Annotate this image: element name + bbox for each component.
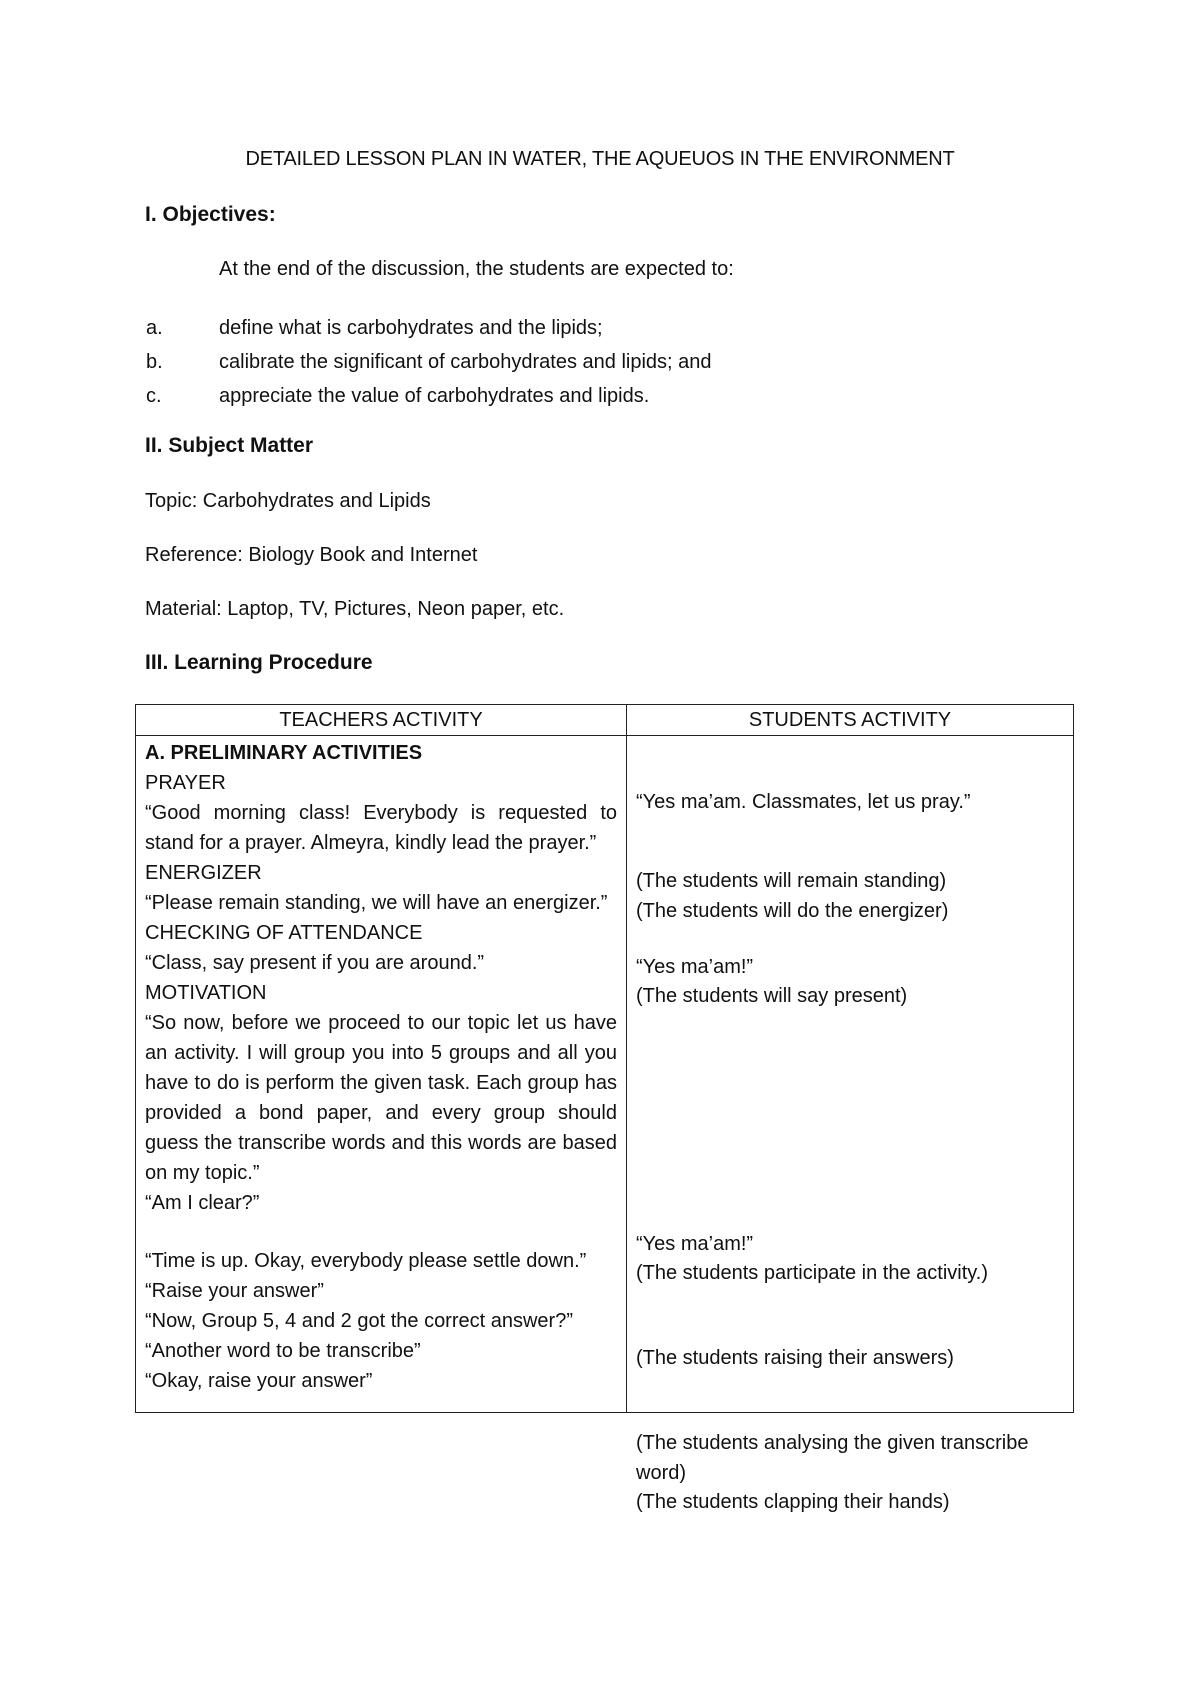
clear-question: “Am I clear?” xyxy=(145,1192,260,1214)
prayer-text: “Good morning class! Everybody is requested to stand for a prayer. Almeyra, kindly lead the prayer.” xyxy=(145,802,617,854)
prayer-label: PRAYER xyxy=(145,772,226,794)
subject-matter-heading: II. Subject Matter xyxy=(145,434,314,457)
energizer-text: “Please remain standing, we will have an energizer.” xyxy=(145,892,608,914)
teachers-activity-header: TEACHERS ACTIVITY xyxy=(136,705,627,736)
student-response: “Yes ma’am!” xyxy=(636,956,754,978)
time-up-text: “Time is up. Okay, everybody please settle down.” xyxy=(145,1250,587,1272)
student-activity-cell xyxy=(627,736,1074,1513)
energizer-label: ENERGIZER xyxy=(145,862,262,884)
list-item-text: define what is carbohydrates and the lipids; xyxy=(219,317,603,339)
student-response: (The students participate in the activity.) xyxy=(636,1262,989,1284)
students-activity-header: STUDENTS ACTIVITY xyxy=(627,705,1074,736)
list-item-letter: a. xyxy=(146,317,163,339)
reference-line: Reference: Biology Book and Internet xyxy=(145,544,478,566)
student-response: (The students will remain standing) xyxy=(636,870,947,892)
student-response: (The students raising their answers) xyxy=(636,1347,954,1369)
list-item-text: appreciate the value of carbohydrates and lipids. xyxy=(219,385,650,407)
student-response: (The students will do the energizer) xyxy=(636,900,949,922)
raise-answer-text: “Raise your answer” xyxy=(145,1280,324,1302)
topic-line: Topic: Carbohydrates and Lipids xyxy=(145,490,431,512)
objectives-intro: At the end of the discussion, the students are expected to: xyxy=(219,258,734,280)
okay-raise-text: “Okay, raise your answer” xyxy=(145,1370,373,1392)
procedure-table xyxy=(135,704,1074,1513)
student-response: (The students clapping their hands) xyxy=(636,1491,950,1513)
learning-procedure-heading: III. Learning Procedure xyxy=(145,651,373,674)
list-item-letter: b. xyxy=(146,351,163,373)
attendance-text: “Class, say present if you are around.” xyxy=(145,952,485,974)
teacher-activity-cell xyxy=(136,736,627,1413)
student-response: “Yes ma’am. Classmates, let us pray.” xyxy=(636,791,971,813)
material-line: Material: Laptop, TV, Pictures, Neon paper, etc. xyxy=(145,598,565,620)
list-item xyxy=(146,379,712,413)
list-item xyxy=(146,345,712,379)
groups-correct-text: “Now, Group 5, 4 and 2 got the correct answer?” xyxy=(145,1310,573,1332)
preliminary-activities-heading: A. PRELIMINARY ACTIVITIES xyxy=(145,742,423,764)
student-response: (The students analysing the given transcribe word) xyxy=(636,1432,1029,1484)
table-header-row xyxy=(136,705,1074,736)
spacer xyxy=(145,1218,617,1246)
attendance-label: CHECKING OF ATTENDANCE xyxy=(145,922,423,944)
another-word-text: “Another word to be transcribe” xyxy=(145,1340,421,1362)
objectives-heading: I. Objectives: xyxy=(145,203,276,226)
objectives-list xyxy=(146,311,712,413)
list-item xyxy=(146,311,712,345)
document-title: DETAILED LESSON PLAN IN WATER, THE AQUEUOS IN THE ENVIRONMENT xyxy=(245,148,955,170)
student-response: “Yes ma’am!” xyxy=(636,1233,754,1255)
motivation-text: “So now, before we proceed to our topic let us have an activity. I will group you into 5 groups and all you have to do is perform the given task. Each group has provided a bond paper, and every group should guess the transcribe words and this words are based on my topic.” xyxy=(145,1012,617,1184)
student-response: (The students will say present) xyxy=(636,985,908,1007)
motivation-label: MOTIVATION xyxy=(145,982,267,1004)
list-item-letter: c. xyxy=(146,385,162,407)
table-row xyxy=(136,736,1074,1413)
list-item-text: calibrate the significant of carbohydrates and lipids; and xyxy=(219,351,712,373)
